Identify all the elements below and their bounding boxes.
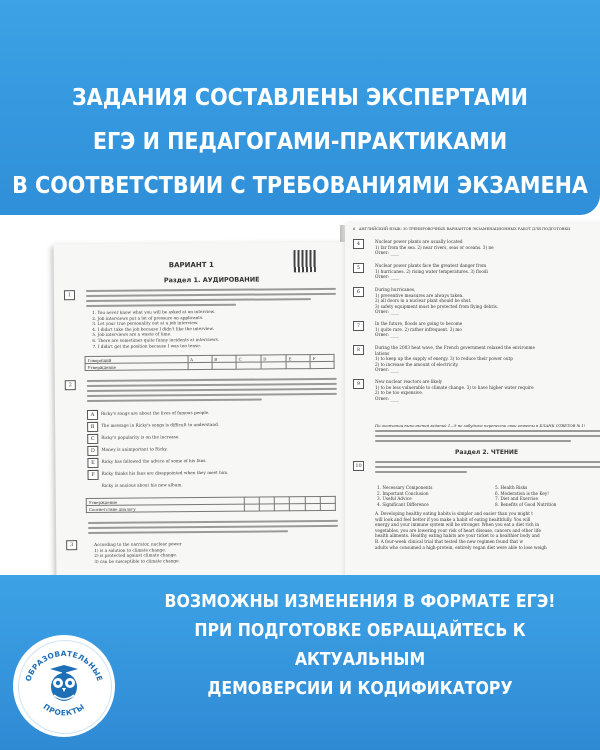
svg-text:ОБРАЗОВАТЕЛЬНЫЕ: ОБРАЗОВАТЕЛЬНЫЕ — [23, 648, 105, 683]
task-number: 10 — [353, 461, 364, 471]
bottom-line-3: ДЕМОВЕРСИИ И КОДИФИКАТОРУ — [207, 679, 513, 699]
section-2-title: Раздел 2. ЧТЕНИЕ — [455, 449, 519, 456]
bottom-line-1: ВОЗМОЖНЫ ИЗМЕНЕНИЯ В ФОРМАТЕ ЕГЭ! — [164, 592, 556, 612]
task1-options: 1. You never know what you will be asked at an interview. 2. Job interviews put a lot of pressure on applicants. 3. Let your true personality out at a job interview. 4. I didn't take the job because I didn't like the interview. 5. Job interviews are a waste of time. 6. There are sometimes quite funny incidents at interviews. 7. I didn't get the position because I was too tense. — [92, 308, 220, 349]
task1-instructions — [86, 288, 336, 310]
task2-statements: A Ricky's songs are about the lives of famous people. B The message in Ricky's songs is difficult to understand. C Ricky's popularity is on the increase. D Money is unimportant to Ricky. E Ricky has followed the advice of some of his fans. F Ricky thinks his fans are disappointed when they meet him. Ricky is anxious about his new album. — [87, 410, 88, 494]
questions-4-9: 4 Nuclear power plants are usually located 1) far from the sea. 2) near rivers, seas or oceans. 3) ne Ответ: ____ 5 Nuclear power plants face the greatest danger from 1) hurricanes. 2) rising water temperatures. 3) floodi Ответ: ____ 6 During hurricanes, 1) preventive measures are always taken. 2) all doors in a nuclear plant should be shut. 3) safety equipment must be protected from flying debris. Ответ: ____ 7 In the future, floods are going to become 1) quite rare. 2) rather infrequent. 3) mo Ответ: ____ 8 During the 2003 heat wave, the French government relaxed the environme lations 1) to keep up the supply of energy. 3) to reduce their power outp 2) to increase the amount of electricity. Ответ: ____ 9 New nuclear reactors are likely 1) to be less vulnerable to climate change. 3) to have higher water require 2) to be too expensive. Ответ: ____ — [353, 239, 600, 407]
banner-line-2: ЕГЭ И ПЕДАГОГАМИ-ПРАКТИКАМИ — [92, 129, 508, 155]
task2-footnote — [88, 520, 338, 537]
task-number: 3 — [66, 540, 77, 550]
banner-line-3: В СООТВЕТСТВИИ С ТРЕБОВАНИЯМИ ЭКЗАМЕНА — [12, 173, 588, 199]
banner-heading — [0, 76, 600, 208]
right-page — [345, 223, 600, 578]
task10-headings-left: 1. Necessary Components 2. Important Conclusion 3. Useful Advice 4. Significant Difference — [377, 485, 433, 507]
task10-instructions — [375, 461, 600, 476]
publisher-logo — [13, 635, 115, 737]
section-1-title: Раздел 1. АУДИРОВАНИЕ — [163, 275, 260, 285]
task-number: 2 — [65, 380, 76, 390]
qr-code — [294, 250, 316, 272]
book-spread — [0, 215, 600, 575]
svg-text:ПРОЕКТЫ: ПРОЕКТЫ — [41, 701, 87, 718]
bottom-banner — [0, 575, 600, 750]
task3-question: According to the narrator, nuclear power 1) is a solution to climate change. 2) is protected against climate change. 3) can be susceptible to climate change. — [94, 541, 182, 564]
task2-answer-table: Утверждение Соответствие диалогу — [86, 496, 336, 513]
left-page — [54, 242, 357, 580]
bottom-line-2: ПРИ ПОДГОТОВКЕ ОБРАЩАЙТЕСЬ К АКТУАЛЬНЫМ — [194, 621, 526, 670]
owl-icon — [50, 665, 78, 701]
transfer-note-lines — [375, 430, 600, 445]
page-header: 6 АНГЛИЙСКИЙ ЯЗЫК: 30 ТРЕНИРОВОЧНЫХ ВАРИАНТОВ ЭКЗАМЕНАЦИОННЫХ РАБОТ ДЛЯ ПОДГОТОВКИ — [353, 227, 571, 231]
task-number: 1 — [64, 290, 75, 300]
task2-instructions — [87, 378, 337, 405]
transfer-note: По окончании выполнения заданий 1—9 не забудьте перенести свои ответы в БЛАНК ОТВЕТОВ № 1! — [375, 423, 586, 428]
task10-headings-right: 5. Health Risks 6. Moderation is the Key! 7. Diet and Exercise 8. Benefits of Good Nutrition — [495, 485, 557, 507]
task10-text: A. Developing healthy eating habits is simpler and easier than you might t will look and feel better if you make a habit of eating healthfully. You will energy and your immune system will be stronger. When you eat a diet rich in vegetables, you are lowering your risk of heart disease, cancers and other life health ailments. Healthy eating habits are your ticket to a healthier body and B. A four-week clinical trial that tested the new regimen found that w adults who consumed a high-protein, entirely vegan diet were able to lose weigh — [375, 511, 547, 550]
banner-line-1: ЗАДАНИЯ СОСТАВЛЕНЫ ЭКСПЕРТАМИ — [71, 85, 528, 111]
bottom-notice — [130, 588, 590, 704]
variant-title: ВАРИАНТ 1 — [168, 260, 214, 270]
top-banner — [0, 0, 600, 215]
logo-ring-text — [13, 635, 115, 737]
task1-answer-table: Говорящий A B C D E F Утверждение — [85, 354, 335, 371]
